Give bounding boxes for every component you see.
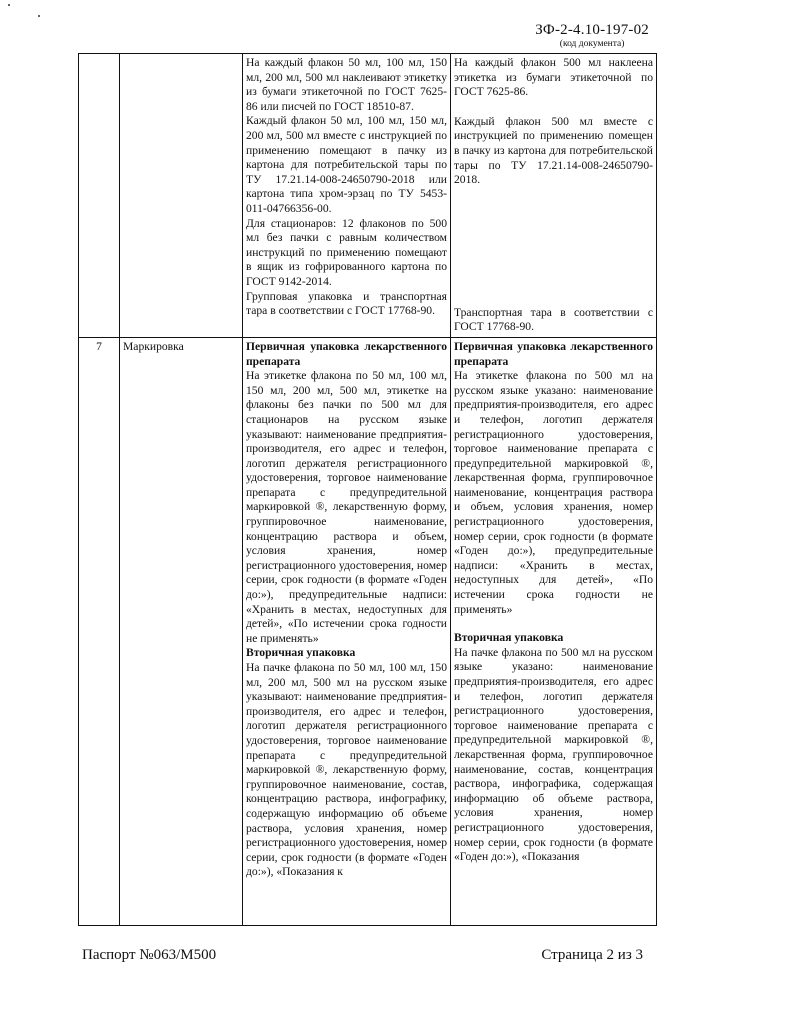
section-heading: Вторичная упаковка: [454, 631, 564, 645]
specification-table: [78, 53, 657, 926]
actual-cell: [451, 337, 657, 925]
section-heading: Вторичная упаковка: [246, 646, 356, 660]
row-name: Маркировка: [120, 337, 243, 925]
row-number-cell: [79, 54, 120, 338]
paragraph: На этикетке флакона по 50 мл, 100 мл, 150 мл, 200 мл, 500 мл, этикетке на флаконы без пачки по 500 мл для стационаров на русском языке указывают: наименование предприятия-производителя, его адрес и телефон, логотип держателя регистрационного удостоверения, торговое наименование препарата с предупредительной маркировкой ®, лекарственную форму, группировочное наименование, концентрацию раствора и объем, условия хранения, номер регистрационного удостоверения, номер серии, срок годности (в формате «Годен до:»), предупредительные надписи: «Хранить в местах, недоступных для детей», «По истечении срока годности не применять»: [246, 369, 447, 645]
paragraph: На этикетке флакона по 500 мл на русском языке указано: наименование предприятия-производителя, его адрес и телефон, логотип держателя регистрационного удостоверения, торговое наименование препарата с предупредительной маркировкой ®, лекарственная форма, группировочное наименование, концентрация раствора и объем, условия хранения, номер регистрационного удостоверения, номер серии, срок годности (в формате «Годен до:»), предупредительные надписи: «Хранить в местах, недоступных для детей», «По истечении срока годности не применять»: [454, 369, 653, 616]
page-number: Страница 2 из 3: [541, 947, 643, 963]
section-heading: Первичная упаковка лекарственного препарата: [454, 339, 653, 368]
passport-number: Паспорт №063/М500: [82, 947, 217, 963]
row-name-cell: [120, 54, 243, 338]
scan-speck: [8, 4, 10, 6]
paragraph: На пачке флакона по 500 мл на русском языке указано: наименование предприятия-производителя, его адрес и телефон, логотип держателя регистрационного удостоверения, торговое наименование препарата с предупредительной маркировкой ®, лекарственная форма, группировочное наименование, состав, концентрация раствора, инфографика, содержащая информацию об объеме раствора, условия хранения, номер регистрационного удостоверения, номер серии, срок годности (в формате «Годен до:»), «Показания: [454, 645, 653, 864]
paragraph: Транспортная тара в соответствии с ГОСТ 17768-90.: [454, 305, 653, 334]
section-heading: Первичная упаковка лекарственного препарата: [246, 339, 447, 368]
table-row: [79, 337, 657, 925]
paragraph: На каждый флакон 50 мл, 100 мл, 150 мл, 200 мл, 500 мл наклеивают этикетку из бумаги этикеточной по ГОСТ 7625-86 или писчей по ГОСТ 18510-87.: [246, 56, 447, 113]
paragraph: Каждый флакон 50 мл, 100 мл, 150 мл, 200 мл, 500 мл вместе с инструкцией по применению помещают в пачку из картона для потребительской тары по ТУ 17.21.14-008-24650790-2018 или картона типа хром-эрзац по ТУ 5453-011-04766356-00.: [246, 114, 447, 215]
paragraph: На каждый флакон 500 мл наклеена этикетка из бумаги этикеточной по ГОСТ 7625-86.: [454, 56, 653, 99]
document-code: ЗФ-2-4.10-197-02: [535, 22, 649, 38]
paragraph: Каждый флакон 500 мл вместе с инструкцией по применению помещен в пачку из картона для потребительской тары по ТУ 17.21.14-008-24650790-2018.: [454, 114, 653, 187]
row-number: 7: [79, 337, 120, 925]
scan-speck: [38, 15, 40, 17]
actual-cell: [451, 54, 657, 338]
document-code-block: [535, 22, 649, 49]
requirement-cell: [243, 54, 451, 338]
paragraph: Для стационаров: 12 флаконов по 500 мл без пачки с равным количеством инструкций по применению помещают в ящик из гофрированного картона по ГОСТ 9142-2014.: [246, 216, 447, 288]
paragraph: На пачке флакона по 50 мл, 100 мл, 150 мл, 200 мл, 500 мл на русском языке указывают: наименование предприятия-производителя, его адрес и телефон, логотип держателя регистрационного удостоверения, торговое наименование препарата с предупредительной маркировкой ®, лекарственную форму, группировочное наименование, состав, концентрацию раствора, инфографику, содержащую информацию об объеме раствора, условия хранения, номер регистрационного удостоверения, номер серии, срок годности (в формате «Годен до:»), «Показания к: [246, 661, 447, 879]
document-code-caption: (код документа): [559, 39, 625, 49]
requirement-cell: [243, 337, 451, 925]
paragraph: Групповая упаковка и транспортная тара в соответствии с ГОСТ 17768-90.: [246, 289, 447, 318]
table-row: [79, 54, 657, 338]
